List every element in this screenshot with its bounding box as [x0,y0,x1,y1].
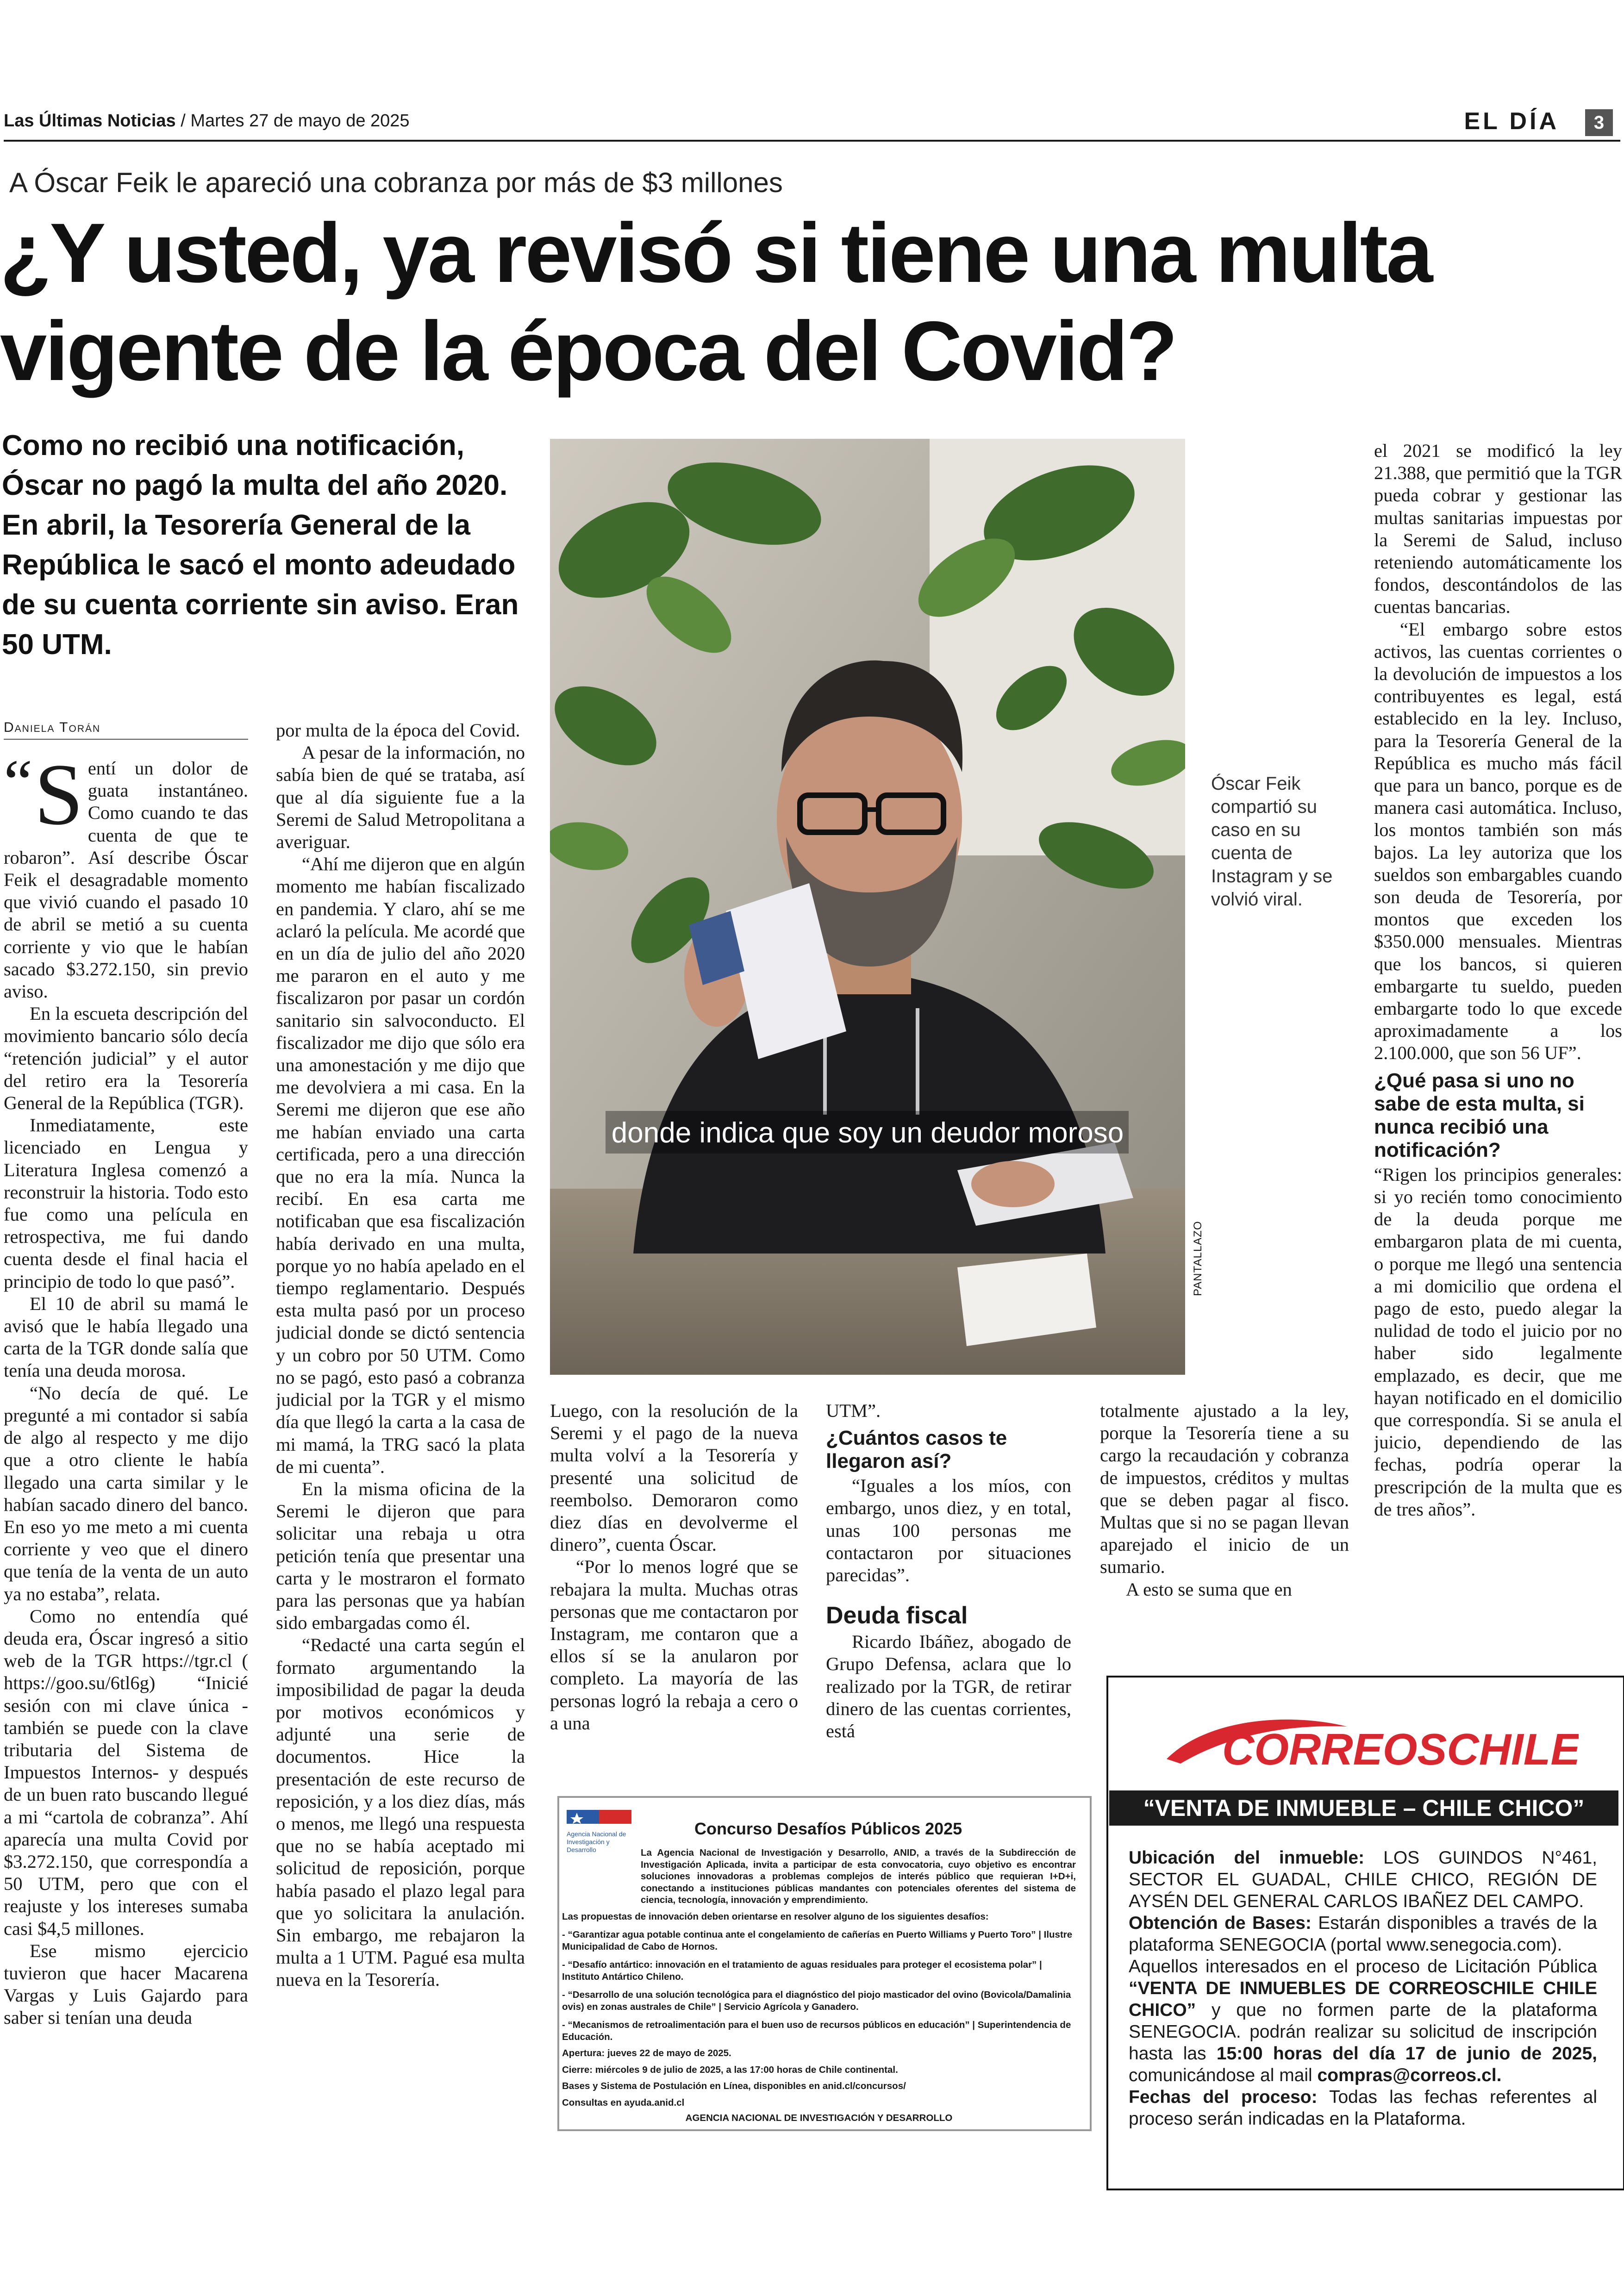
article-photo [550,439,1185,1375]
byline: Daniela Torán [4,720,101,735]
anid-intro: La Agencia Nacional de Investigación y Desarrollo, ANID, a través de la Subdirección de Investigación Aplicada, invita a participar de esta convocatoria, cuyo objetivo es encontrar soluciones innovadoras a problemas complejos de interés público que requieran I+D+i, conectando a instituciones públicas mandantes con potenciales oferentes del sistema de ciencia, tecnología, innovación y emprendimiento. [641,1847,1076,1905]
anid-item: - “Garantizar agua potable continua ante el congelamiento de cañerías en Puerto Williams y Puerto Toro” | Ilustre Municipalidad de Cabo de Hornos. [562,1929,1073,1952]
paragraph [4,757,248,1003]
email-link[interactable]: compras@correos.cl. [1317,2065,1502,2085]
text: comunicándose al mail [1129,2065,1312,2085]
value: Estarán disponibles a través de la plataforma SENEGOCIA (portal www.senegocia.com). [1129,1913,1597,1955]
section-heading: Deuda fiscal [826,1602,968,1629]
article-column-2 [276,719,525,2131]
correos-logo [1153,1708,1579,1777]
paragraph-text: entí un dolor de guata instantáneo. Como cuando te das cuenta de que te robaron”. Así describe Óscar Feik el desagradable momento que vivió cuando el pasado 10 de abril se metió a su cuenta corriente y vio que le habían sacado $3.272.150, sin previo aviso. [4,758,248,1002]
video-subtitle: donde indica que soy un deudor moroso [611,1117,1124,1149]
issue-date: Martes 27 de mayo de 2025 [190,111,410,131]
byline-rule [4,739,248,740]
text: Aquellos interesados en el proceso de Licitación Pública [1129,1957,1597,1977]
paragraph: “Iguales a los míos, con embargo, unos diez, y en total, unas 100 personas me contactaron por situaciones parecidas”. [826,1475,1071,1586]
paragraph: “Por lo menos logré que se rebajara la multa. Muchas otras personas que me contactaron por Instagram, me contaron que a ellos sí se la anularon por completo. La mayoría de las personas logró la rebaja a cero o a una [550,1556,798,1734]
publication-name: Las Últimas Noticias [4,111,176,131]
paragraph: En la escueta descripción del movimiento bancario sólo decía “retención judicial” y el autor del retiro era la Tesorería General de la República (TGR). [4,1003,248,1114]
paragraph: En la misma oficina de la Seremi le dijeron que para solicitar una rebaja u otra petición tenía que presentar una carta y le mostraron el formato para las personas que ya habían sido embargadas como él. [276,1478,525,1634]
photo-credit: PANTALLAZO [1192,1221,1204,1296]
article-column-3 [550,1400,798,1779]
kicker: A Óscar Feik le apareció una cobranza por más de $3 millones [9,167,783,198]
value: Todas las fechas referentes al proceso serán indicadas en la Plataforma. [1129,2087,1597,2129]
paragraph: UTM”. [826,1400,881,1421]
anid-item: - “Desarrollo de una solución tecnológica para el diagnóstico del piojo masticador del ovino (Bovicola/Damalinia ovis) en zonas australes de Chile” | Servicio Agrícola y Ganadero. [562,1989,1071,2012]
anid-logo-text: Agencia Nacional de Investigación y Desarrollo [567,1830,626,1853]
anid-item: - “Mecanismos de retroalimentación para el buen uso de recursos públicos en educación” | Superintendencia de Educación. [562,2020,1071,2042]
article-column-5 [1100,1400,1349,1631]
anid-queries-link[interactable]: Consultas en ayuda.anid.cl [562,2097,685,2108]
article-column-4 [826,1400,1071,1779]
paragraph: por multa de la época del Covid. [276,720,520,741]
label: Ubicación del inmueble: [1129,1848,1365,1868]
deadline: 15:00 horas del día 17 de junio de 2025, [1216,2044,1597,2064]
paragraph: Ese mismo ejercicio tuvieron que hacer Macarena Vargas y Luis Gajardo para saber si tenían una deuda [4,1940,248,2028]
paragraph: Ricardo Ibáñez, abogado de Grupo Defensa, aclara que lo realizado por la TGR, de retirar dinero de las cuentas corrientes, está [826,1631,1071,1742]
anid-bases-link[interactable]: Bases y Sistema de Postulación en Línea, disponibles en anid.cl/concursos/ [562,2081,906,2091]
header-separator: / [181,111,186,131]
section-name: EL DÍA [1464,108,1559,135]
paragraph: “El embargo sobre estos activos, las cuentas corrientes o la devolución de impuestos a los contribuyentes es legal, está establecido en la ley. Incluso, para la Tesorería General de la República es mucho más fácil que para un banco, porque es de manera casi automática. Incluso, los montos también son más bajos. La ley autoriza que los sueldos son embargables cuando son deuda de Tesorería, por montos que exceden los $350.000 mensuales. Mientras que los bancos, si quieren embargarte tu sueldo, pueden embargarte todo lo que excede aproximadamente a los 2.100.000, que son 56 UF”. [1374,618,1622,1064]
paragraph: “No decía de qué. Le pregunté a mi contador si sabía de algo al respecto y me dijo que a otro cliente le había llegado una carta similar y le habían sacado dinero del banco. En eso yo me meto a mi cuenta corriente y veo que el dinero que tenía de la venta de un auto ya no estaba”, relata. [4,1382,248,1604]
anid-closing: Cierre: miércoles 9 de julio de 2025, a las 17:00 horas de Chile continental. [562,2064,898,2075]
paragraph: “Redacté una carta según el formato argumentando la imposibilidad de pagar la deuda por motivos económicos y adjunté una serie de documentos. Hice la presentación de este recurso de reposición, y a los diez días, más o menos, me llegó una respuesta que no se había aceptado mi solicitud de reposición, porque había pasado el plazo legal para que yo solicitara la anulación. Sin embargo, me rebajaron la multa a 1 UTM. Pagué esa multa nueva en la Tesorería. [276,1634,525,1990]
subheading: ¿Qué pasa si uno no sabe de esta multa, si nunca recibió una notificación? [1374,1069,1585,1161]
photo-illustration [550,439,1185,1375]
paragraph: “Rigen los principios generales: si yo recién tomo conocimiento de la deuda porque me embargaron plata de mi cuenta, o porque me llegó una sentencia a mi domicilio que ordena el pago de esto, puedo alegar la nulidad de todo el juicio por no haber sido legalmente emplazado, es decir, que me hayan notificado en el domicilio que correspondía. Si se anula el juicio, dependiendo de las fechas, podría operar la prescripción de la multa que es de tres años”. [1374,1164,1622,1520]
masthead [4,111,410,131]
anid-item: - “Desafío antártico: innovación en el tratamiento de aguas residuales para proteger el ecosistema polar” | Instituto Antártico Chileno. [562,1959,1042,1982]
text: y que no formen parte de la plataforma SENEGOCIA. podrán realizar su solicitud de inscripción hasta las [1129,2000,1597,2064]
lead-paragraph: Como no recibió una notificación, Óscar no pagó la multa del año 2020. En abril, la Tesorería General de la República le sacó el monto adeudado de su cuenta corriente sin aviso. Eran 50 UTM. [2,430,519,661]
correos-registration [1129,1956,1597,2086]
paragraph: Luego, con la resolución de la Seremi y el pago de la nueva multa volví a la Tesorería y presenté una solicitud de reembolso. Demoraron como diez días en devolverme el dinero”, cuenta Óscar. [550,1400,798,1555]
page-number: 3 [1585,109,1613,136]
anid-body [562,1847,1076,2124]
article-column-1 [4,757,248,2127]
paragraph: Inmediatamente, este licenciado en Lengua y Literatura Inglesa comenzó a reconstruir la historia. Todo esto fue como una película en retrospectiva, me fui dando cuenta desde el final hacia el principio de todo lo que pasó”. [4,1115,248,1292]
paragraph: Como no entendía qué deuda era, Óscar ingresó a sitio web de la TGR https://tgr.cl ( https://goo.su/6tl6g) “Inicié sesión con mi clave única -también se puede con la clave tributaria del Sistema de Impuestos Internos- y después de un buen rato buscando llegué a mi “cartola de cobranza”. Ahí aparecía una multa Covid por $3.272.150, que correspondía a 50 UTM, pero que con el reajuste y los intereses sumaba casi $4,5 millones. [4,1605,248,1939]
headline: ¿Y usted, ya revisó si tiene una multa vigente de la época del Covid? [0,206,1431,398]
paragraph: A pesar de la información, no sabía bien de qué se trataba, así que al día siguiente fue a la Seremi de Salud Metropolitana a averiguar. [276,742,525,853]
correos-title-bar: “VENTA DE INMUEBLE – CHILE CHICO” [1109,1790,1618,1826]
label: Fechas del proceso: [1129,2087,1318,2107]
bold-text: “VENTA DE INMUEBLES DE CORREOSCHILE CHILE CHICO” [1129,1978,1597,2020]
paragraph: El 10 de abril su mamá le avisó que le había llegado una carta de la TGR donde salía que tenía una deuda morosa. [4,1293,248,1381]
anid-items-header: Las propuestas de innovación deben orientarse en resolver alguno de los siguientes desafíos: [562,1911,989,1922]
paragraph: “Ahí me dijeron que en algún momento me habían fiscalizado en pandemia. Y claro, ahí se me aclaró la película. Me acordé que en un día de julio del año 2020 me pararon en el auto y me fiscalizaron por pasar un cordón sanitario sin salvoconducto. El fiscalizador me dijo que sólo era una amonestación y me dijo que me devolviera a mi casa. En la Seremi me dijeron que ese año me habían enviado una carta certificada, pero a una dirección que no era la mía. Nunca la recibí. En esa carta me notificaban que esa fiscalización había derivado en una multa, porque yo no había apelado en el tiempo reglamentario. Después esta multa pasó por un proceso judicial donde se dictó sentencia y un cobro por 50 UTM. Como no se pagó, esto pasó a cobranza judicial por la TGR y el mismo día que llegó la carta a la casa de mi mamá, la TRG sacó la plata de mi cuenta”. [276,854,525,1477]
opening-quote-mark: “ [4,757,33,818]
photo-caption: Óscar Feik compartió su caso en su cuenta de Instagram y se volvió viral. [1211,773,1333,910]
correos-location [1129,1847,1597,1912]
header-rule [4,140,1620,142]
correos-bases [1129,1912,1597,1956]
paragraph: A esto se suma que en [1126,1578,1292,1600]
correos-dates [1129,2086,1597,2130]
drop-cap: S [34,757,83,843]
anid-footer: AGENCIA NACIONAL DE INVESTIGACIÓN Y DESARROLLO [685,2113,953,2123]
anid-title: Concurso Desafíos Públicos 2025 [694,1819,962,1838]
article-column-6 [1374,440,1622,1625]
label: Obtención de Bases: [1129,1913,1312,1933]
value: LOS GUINDOS N°461, SECTOR EL GUADAL, CHILE CHICO, REGIÓN DE AYSÉN DEL GENERAL CARLOS IBAÑEZ DEL CAMPO. [1129,1848,1598,1911]
paragraph: el 2021 se modificó la ley 21.388, que permitió que la TGR pueda cobrar y gestionar las multas sanitarias impuestas por la Seremi de Salud, incluso reteniendo automáticamente los fondos, descontándolos de las cuentas bancarias. [1374,440,1622,617]
subheading: ¿Cuántos casos te llegaron así? [826,1427,1007,1473]
correos-brand: CORREOSCHILE [1222,1725,1579,1774]
correos-body [1129,1847,1597,2130]
anid-opening: Apertura: jueves 22 de mayo de 2025. [562,2048,731,2058]
paragraph: totalmente ajustado a la ley, porque la Tesorería tiene a su cargo la recaudación y cobranza de impuestos, créditos y multas que se deben pagar al fisco. Multas que si no se pagan llevan aparejado el inicio de un sumario. [1100,1400,1349,1578]
